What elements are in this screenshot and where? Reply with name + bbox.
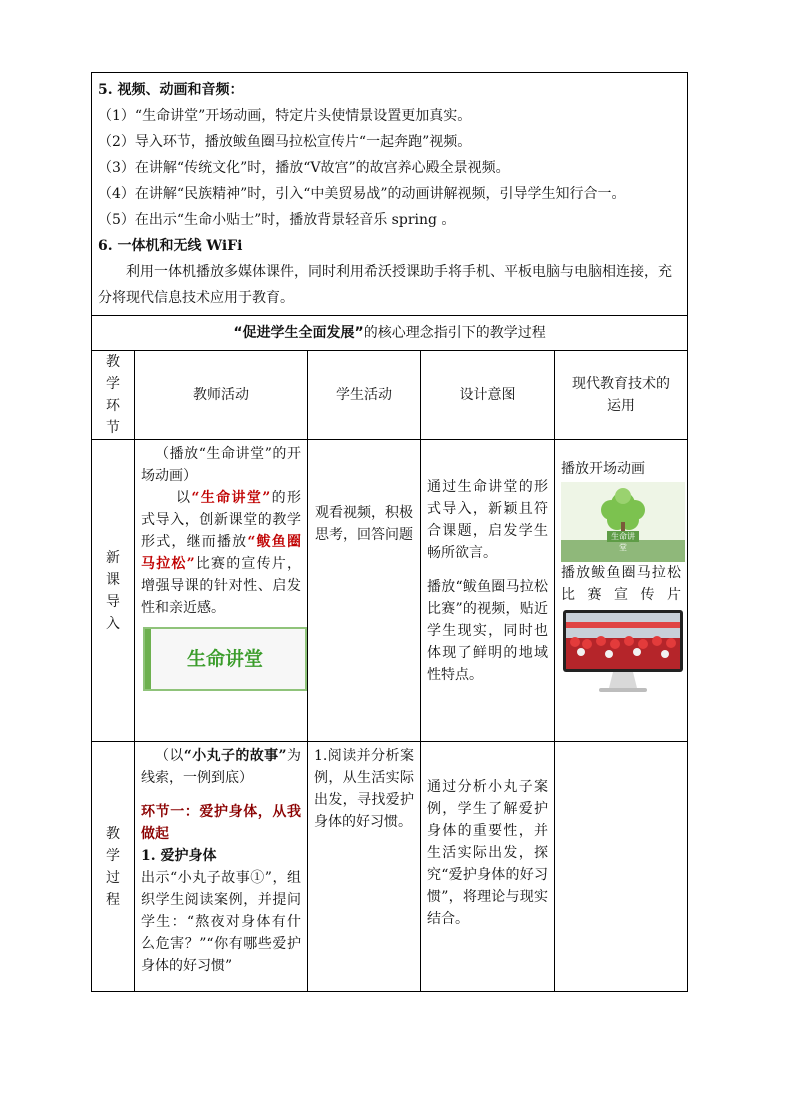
student-intro-text: 观看视频，积极思考，回答问题	[315, 505, 413, 543]
teacher-process-p3: 出示“小丸子故事①”，组织学生阅读案例，并提问学生：“熬夜对身体有什么危害？”“你有哪些爱护身体的好习惯”	[141, 870, 301, 974]
marathon-video-thumbnail	[561, 608, 685, 698]
life-lecture-logo	[143, 627, 307, 691]
intro-row	[92, 73, 688, 316]
section5-item-2: （2）导入环节，播放鲅鱼圈马拉松宣传片“一起奔跑”视频。	[98, 134, 472, 150]
header-student: 学生活动	[308, 351, 421, 440]
table-row	[92, 440, 688, 742]
intro-cell	[92, 73, 688, 316]
teacher-process-link: 环节一：爱护身体，从我做起	[141, 804, 301, 842]
section6-title: 6. 一体机和无线 WiFi	[98, 238, 243, 254]
design-intent-intro	[421, 440, 555, 742]
table-title-bold: “促进学生全面发展”	[233, 325, 364, 341]
table-title-rest: 的核心理念指引下的教学过程	[363, 325, 546, 341]
teacher-process-sub: 1. 爱护身体	[141, 848, 217, 864]
header-stage: 教学环节	[92, 351, 135, 440]
table-title-row	[92, 316, 688, 351]
section5-item-3: （3）在讲解“传统文化”时，播放“V故宫”的故宫养心殿全景视频。	[98, 160, 510, 176]
design-intro-p1: 通过生命讲堂的形式导入，新颖且符合课题，启发学生畅所欲言。	[427, 479, 548, 561]
section6-text: 利用一体机播放多媒体课件，同时利用希沃授课助手将手机、平板电脑与电脑相连接，充分将现代信息技术应用于教育。	[98, 264, 672, 306]
teacher-intro-p1: （播放“生命讲堂”的开场动画）	[141, 446, 301, 484]
document-page	[91, 72, 687, 992]
teacher-intro-p2: 以“生命讲堂”的形式导入，创新课堂的教学形式，继而播放“鲅鱼圈马拉松”比赛的宣传片，增强导课的针对性、启发性和亲近感。	[141, 490, 302, 616]
section5-title: 5. 视频、动画和音频：	[98, 82, 244, 98]
stage-intro: 新课导入	[92, 440, 135, 742]
design-intent-process	[421, 742, 555, 992]
design-process-text: 通过分析小丸子案例，学生了解爱护身体的重要性，并生活实际出发，探究“爱护身体的好习惯”，将理论与现实结合。	[427, 779, 548, 927]
teacher-process-p1: （以“小丸子的故事”为线索，一例到底）	[141, 748, 302, 786]
student-activity-process	[308, 742, 421, 992]
section5-item-5: （5）在出示“生命小贴士”时，播放背景轻音乐 spring 。	[98, 212, 456, 228]
opening-animation-thumbnail	[561, 482, 685, 562]
logo-text: 生命讲堂	[186, 648, 263, 670]
student-activity-intro	[308, 440, 421, 742]
section5-item-1: （1）“生命讲堂”开场动画，特定片头使情景设置更加真实。	[98, 108, 472, 124]
tech-usage-intro	[555, 440, 688, 742]
teacher-activity-process	[135, 742, 308, 992]
tech-usage-process	[555, 742, 688, 992]
header-design: 设计意图	[421, 351, 555, 440]
stage-process: 教学过程	[92, 742, 135, 992]
student-process-text: 1.阅读并分析案例，从生活实际出发，寻找爱护身体的好习惯。	[314, 748, 414, 830]
logo-accent-bar	[145, 629, 151, 689]
header-tech: 现代教育技术的运用	[555, 351, 688, 440]
header-row	[92, 351, 688, 440]
header-teacher: 教师活动	[135, 351, 308, 440]
tech-label-marathon: 播放鲅鱼圈马拉松比赛宣传片	[561, 565, 682, 603]
thumbnail-caption: 生命讲堂	[611, 532, 635, 552]
section5-item-4: （4）在讲解“民族精神”时，引入“中美贸易战”的动画讲解视频，引导学生知行合一。	[98, 186, 626, 202]
table-row	[92, 742, 688, 992]
table-title	[92, 316, 688, 351]
lesson-table	[91, 72, 688, 992]
monitor-icon	[561, 608, 685, 698]
tech-label-animation: 播放开场动画	[561, 461, 645, 477]
design-intro-p2: 播放“鲅鱼圈马拉松比赛”的视频，贴近学生现实，同时也体现了鲜明的地域性特点。	[427, 579, 548, 683]
teacher-activity-intro	[135, 440, 308, 742]
